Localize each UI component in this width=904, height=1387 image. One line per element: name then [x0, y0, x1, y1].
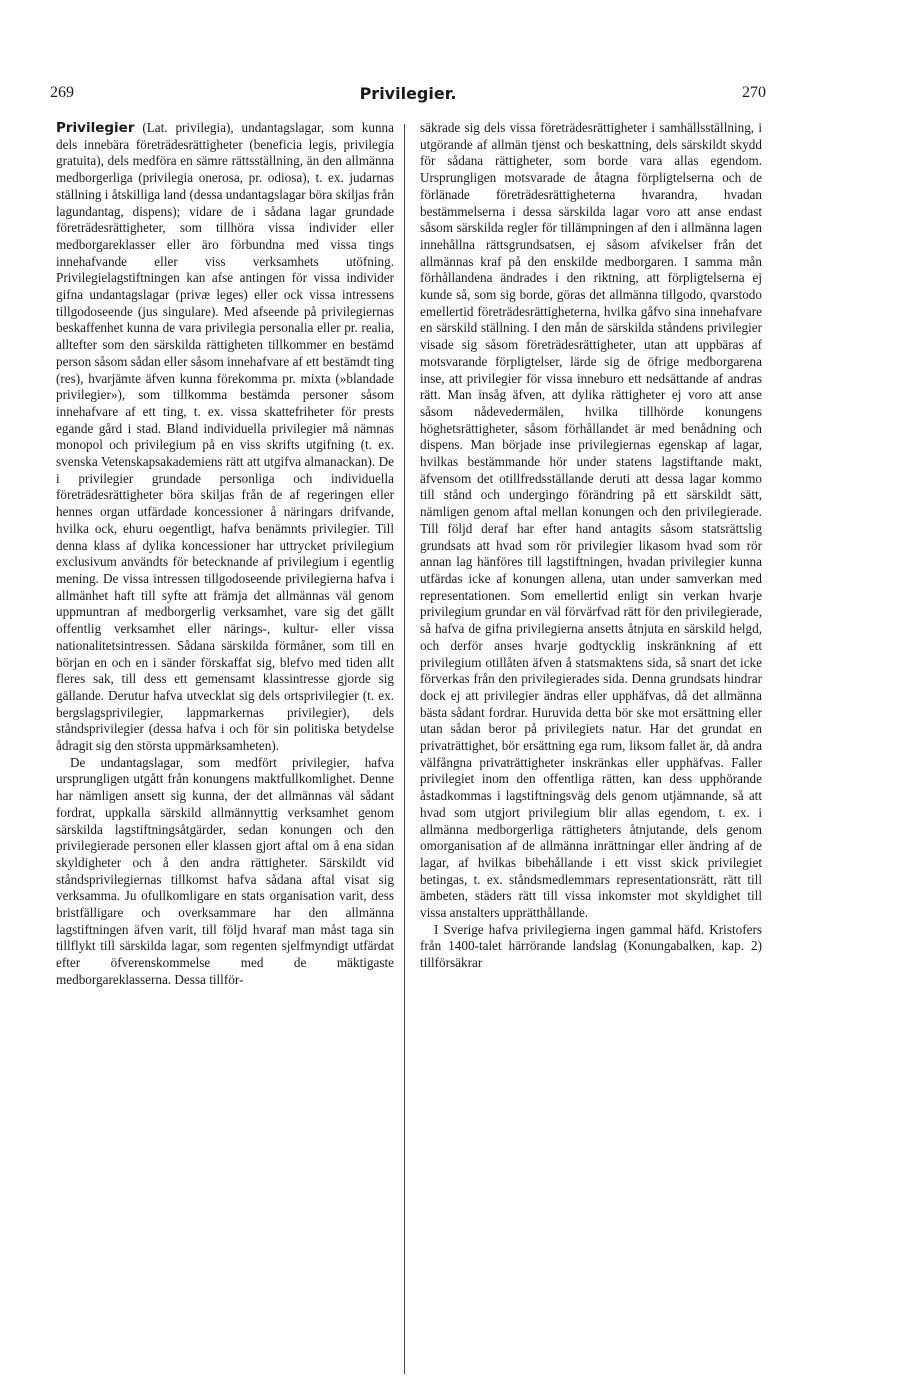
left-column — [56, 120, 394, 989]
left-paragraph-2: De undantagslagar, som medfört privilegier, hafva ursprungligen utgått från konungens maktfullkomlighet. Denne har nämligen ansett sig kunna, der det allmännas väl sådant fordrat, uppkalla särskild allmännyttig verksamhet genom särskilda lagstiftningsåtgärder, sedan konungen och den privilegierade personen eller klassen gjort aftal om å ena sidan skyldigheter och å den andra rättigheter. Särskildt vid ståndsprivilegiernas tillkomst hafva sådana aftal visat sig verksamma. Ju ofullkomligare en stats organisation varit, dess bristfälligare och overksammare har den allmänna lagstiftningen äfven varit, till följd hvaraf man måst taga sin tillflykt till särskilda lagar, som regenten sjelfmyndigt utfärdat efter öfverenskommelse med de mäktigaste medborgareklasserna. Dessa tillför- — [56, 754, 394, 987]
right-paragraph-2: I Sverige hafva privilegierna ingen gammal häfd. Kristofers från 1400-talet härrörande landslag (Konungabalken, kap. 2) tillförsäkrar — [420, 921, 762, 971]
headword: Privilegier — [56, 120, 135, 136]
running-title: Privilegier. — [359, 84, 457, 103]
page-number-right: 270 — [742, 84, 766, 101]
page-number-left: 269 — [50, 84, 74, 101]
right-column — [420, 120, 762, 972]
column-divider — [404, 124, 405, 1374]
left-paragraph-1 — [56, 120, 394, 755]
right-paragraph-1: säkrade sig dels vissa företrädesrättigheter i samhällsställning, i utgörande af allmän tjenst och beskattning, dels särskildt skydd för sådana rättigheter, som borde vara allas egendom. Ursprungligen motsvarade de åtagna förpligtelserna och de förlänade företrädesrättigheterna hvarandra, hvadan bestämmelserna i dessa särskilda lagar voro att anse endast såsom särskilda regler för tillämpningen af den i allmänna lagen innehållna rättsgrundsatsen, ej såsom afvikelser från det allmännas kraf på den enskilde medborgaren. I samma mån förhållandena ändrades i den riktning, att förpligtelserna ej kunde så, som sig borde, göras det allmänna tillgodo, qvarstodo emellertid företrädesrättigheterna, hvilka gåfvo sina innehafvare en särskild ställning. I den mån de särskilda ståndens privilegier visade sig såsom företrädesrättigheter, utan att uppbäras af motsvarande förpligtelser, lärde sig de öfrige medborgarena inse, att privilegier för vissa inneburo ett nedsättande af andras rätt. Man insåg äfven, att dylika rättigheter ej voro att anse såsom nådevedermälen, hvilka tillhörde konungens höghetsrättigheter, såsom förhållandet är med benådning och dispens. Man började inse privilegiernas egenskap af lagar, hvilkas bestämmande hör under statens lagstiftande makt, äfvensom det otillfredsställande deruti att dessa lagar kommo till stånd och undergingo förändring på ett särskildt sätt, nämligen genom aftal mellan konungen och den privilegierade. Till följd deraf har efter hand antagits såsom statsrättslig grundsats att hvad som rör privilegier likasom hvad som rör annan lag hänföres till lagstiftningen, hvadan privilegier kunna utfärdas icke af konungen allena, utan under samverkan med representationen. Som emellertid enligt sin verkan hvarje privilegium grundar en väl förvärfvad rätt för den privilegierade, så hafva de gifna privilegierna ansetts åtnjuta en särskild helgd, och derför anses hvarje godtycklig inskränkning af ett privilegium otillåten äfven å statsmaktens sida, så snart det icke förverkas från den privilegierades sida. Denna grundsats hindrar dock ej att privilegier ändras eller upphäfvas, då det allmänna bästa sådant fordrar. Huruvida detta bör ske mot ersättning eller utan sådan beror på privilegiets natur. Har det grundat en privaträttighet, bör ersättning ega rum, liksom fallet är, då andra välfångna privaträttigheter inskränkas eller upphäfvas. Faller privilegiet inom den offentliga rätten, kan dess upphörande åstadkommas i lagstiftningsväg dels genom utjämnande, så att hvad som utgjort privilegium blir allas egendom, t. ex. i allmänna medborgerliga rättigheters åtnjutande, dels genom omorganisation af de allmänna inrättningar eller ändring af de lagar, af hvilkas bibehållande i ett visst skick privilegiet betingas, t. ex. ståndsmedlemmars representationsrätt, rätt till ämbeten, städers rätt till vissa inkomster mot skyldighet till vissa anstalters upprätthållande. — [420, 120, 762, 921]
left-paragraph-1-text: (Lat. privilegia), undantagslagar, som kunna dels innebära företrädesrättigheter (beneficia legis, privilegia gratuita), dels medföra en sämre rättsställning, än den allmänna medborgerliga (privilegia onerosa, pr. odiosa), t. ex. judarnas ställning i åtskilliga land (dessa undantagslagar böra skiljas från lagundantag, dispens); vidare de i sådana lagar grundade företrädesrättigheter, som tillhöra vissa individer eller medborgareklasser eller äro förbundna med vissa tings innehafvande eller viss verksamhets utöfning. Privilegielagstiftningen kan afse antingen för vissa individer gifna undantagslagar (privæ leges) eller ock vissa intressens tillgodoseende (jus singulare). Med afseende på privilegiernas beskaffenhet kunna de vara privilegia personalia eller pr. realia, alltefter som den särskilda rättigheten tillkommer en bestämd person såsom sådan eller såsom innehafvare af ett bestämdt ting (res), hvarjämte äfven kunna förekomma pr. mixta (»blandade privilegier»), som tillkomma bestämda personer såsom innehafvare af ett ting, t. ex. vissa skattefriheter för prests egande gård i stad. Bland individuella privilegier må nämnas monopol och privilegium på en viss skrifts utgifning (t. ex. svenska Vetenskapsakademiens rätt att utgifva almanackan). De i privilegier grundade personliga och individuella företrädesrättigheter böra skiljas från de af regeringen eller hennes organ utfärdade koncessioner å näringars drifvande, hvilka ock, ehuru oegentligt, hafva benämnts privilegier. Till denna klass af dylika koncessioner har uttrycket privilegium exclusivum användts för betecknande af privilegium i egentlig mening. De vissa intressen tillgodoseende privilegierna hafva i allmänhet haft till syfte att främja det allmännas väl genom uppmuntran af medborgerlig verksamhet, vare sig det gällt offentlig verksamhet eller närings-, kultur- eller vissa nationalitetsintressen. Sådana särskilda förmåner, som till en början en och en i sänder förskaffat sig, blefvo med tiden allt fleres sak, till dess ett gemensamt klassintresse gjorde sig gällande. Derutur hafva utvecklat sig dels ortsprivilegier (t. ex. bergslagsprivilegier, lappmarkernas privilegier), dels ståndsprivilegier (dessa hafva i och för sin politiska betydelse ådragit sig den största uppmärksamheten). — [56, 120, 395, 754]
page-header — [50, 84, 766, 106]
